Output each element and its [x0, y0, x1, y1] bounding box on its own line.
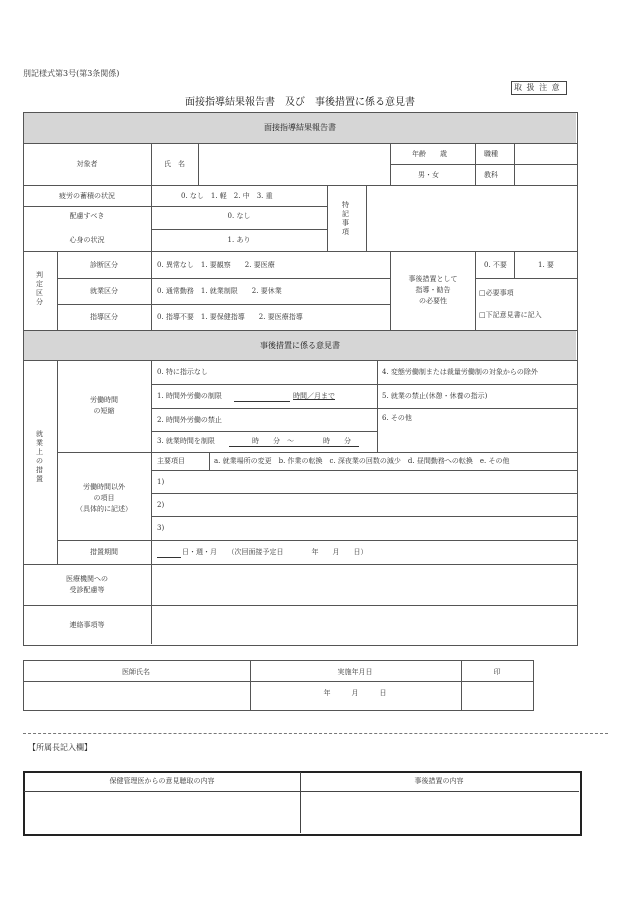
- other-label-line3: （具体的に記述）: [76, 505, 132, 513]
- sex-label: 男・女: [418, 171, 439, 179]
- option-3-blank[interactable]: [229, 446, 359, 447]
- document-title: 面接指導結果報告書 及び 事後措置に係る意見書: [185, 97, 415, 108]
- principal-col1: 保健管理医からの意見聴取の内容: [109, 777, 215, 785]
- option-1-blank[interactable]: [234, 401, 290, 402]
- needed-option: 1. 要: [538, 261, 554, 269]
- item-line-2: 2): [157, 501, 165, 509]
- report-section-title: 面接指導結果報告書: [264, 123, 336, 132]
- option-2: 2. 時間外労働の禁止: [157, 416, 222, 424]
- occupation-label: 職種: [484, 150, 498, 158]
- fatigue-label: 疲労の蓄積の状況: [59, 192, 115, 200]
- opinion-checkbox[interactable]: □下記意見書に記入: [479, 311, 542, 319]
- employment-measures-label: 就業上の措置: [36, 430, 43, 483]
- principal-table: [23, 771, 582, 836]
- period-label: 措置期間: [90, 548, 118, 556]
- consider-none: 0. なし: [227, 212, 251, 220]
- opinion-section-title: 事後措置に係る意見書: [260, 341, 340, 350]
- diag-label: 診断区分: [90, 261, 118, 269]
- medical-label-line1: 医療機関への: [66, 575, 108, 583]
- need-label-line1: 事後措置として: [408, 275, 458, 283]
- seal-label: 印: [493, 668, 501, 676]
- option-1-suffix: 時間／月まで: [293, 392, 335, 400]
- need-label-line2: 指導・勧告: [415, 286, 451, 294]
- item-line-1: 1): [157, 478, 165, 486]
- option-3-time-to: 時 分: [323, 437, 351, 445]
- guide-label: 指導区分: [90, 313, 118, 321]
- option-1-prefix: 1. 時間外労働の制限: [157, 392, 222, 400]
- not-needed-option: 0. 不要: [484, 261, 507, 269]
- items-list: a. 就業場所の変更 b. 作業の転換 c. 深夜業の回数の減少 d. 昼間勤務への転換 e. その他: [214, 457, 510, 465]
- form-code: 別記様式第3号(第3条関係): [23, 69, 120, 78]
- option-4: 4. 変態労働制または裁量労働制の対象からの除外: [382, 368, 538, 376]
- mental-yes: 1. あり: [227, 236, 251, 244]
- hours-label-line2: の短縮: [93, 407, 115, 415]
- main-items-label: 主要項目: [157, 457, 185, 465]
- diag-options: 0. 異常なし 1. 要観察 2. 要医療: [157, 261, 275, 269]
- date-label: 実施年月日: [337, 668, 373, 676]
- cut-line: [23, 733, 608, 734]
- work-label: 就業区分: [90, 287, 118, 295]
- principal-col2: 事後措置の内容: [414, 777, 464, 785]
- option-5: 5. 就業の禁止(休憩・休養の指示): [382, 392, 488, 400]
- contact-label: 連絡事項等: [69, 621, 105, 629]
- mental-label: 心身の状況: [69, 236, 105, 244]
- age-label: 年齢 歳: [412, 150, 447, 158]
- consider-label: 配慮すべき: [69, 212, 105, 220]
- doctor-table: [23, 660, 534, 711]
- fatigue-options: 0. なし 1. 軽 2. 中 3. 重: [181, 192, 273, 200]
- handling-label: 取 扱 注 意: [514, 83, 561, 92]
- guide-options: 0. 指導不要 1. 要保健指導 2. 要医療指導: [157, 313, 303, 321]
- work-options: 0. 通常勤務 1. 就業制限 2. 要休業: [157, 287, 282, 295]
- doctor-name-label: 医師氏名: [122, 668, 150, 676]
- medical-label-line2: 受診配慮等: [69, 586, 105, 594]
- option-3-prefix: 3. 就業時間を制限: [157, 437, 215, 445]
- other-label-line1: 労働時間以外: [83, 483, 125, 491]
- period-value: 日・週・月 （次回面接予定日 年 月 日）: [182, 548, 368, 556]
- option-6: 6. その他: [382, 414, 412, 422]
- name-label: 氏 名: [164, 160, 185, 168]
- principal-heading: 【所属長記入欄】: [28, 743, 92, 752]
- option-0: 0. 特に指示なし: [157, 368, 208, 376]
- judgement-label: 判定区分: [36, 271, 43, 306]
- date-value: 年 月 日: [323, 689, 387, 697]
- item-line-3: 3): [157, 524, 165, 532]
- option-3-time-from: 時 分 〜: [252, 437, 294, 445]
- required-items-checkbox[interactable]: □必要事項: [479, 289, 514, 297]
- subject-label: 対象者: [76, 160, 98, 168]
- other-label-line2: の項目: [93, 494, 115, 502]
- need-label-line3: の必要性: [419, 297, 447, 305]
- period-blank[interactable]: [157, 557, 181, 558]
- special-notes-label: 特記事項: [342, 201, 349, 236]
- hours-label-line1: 労働時間: [90, 396, 118, 404]
- education-label: 教科: [484, 171, 498, 179]
